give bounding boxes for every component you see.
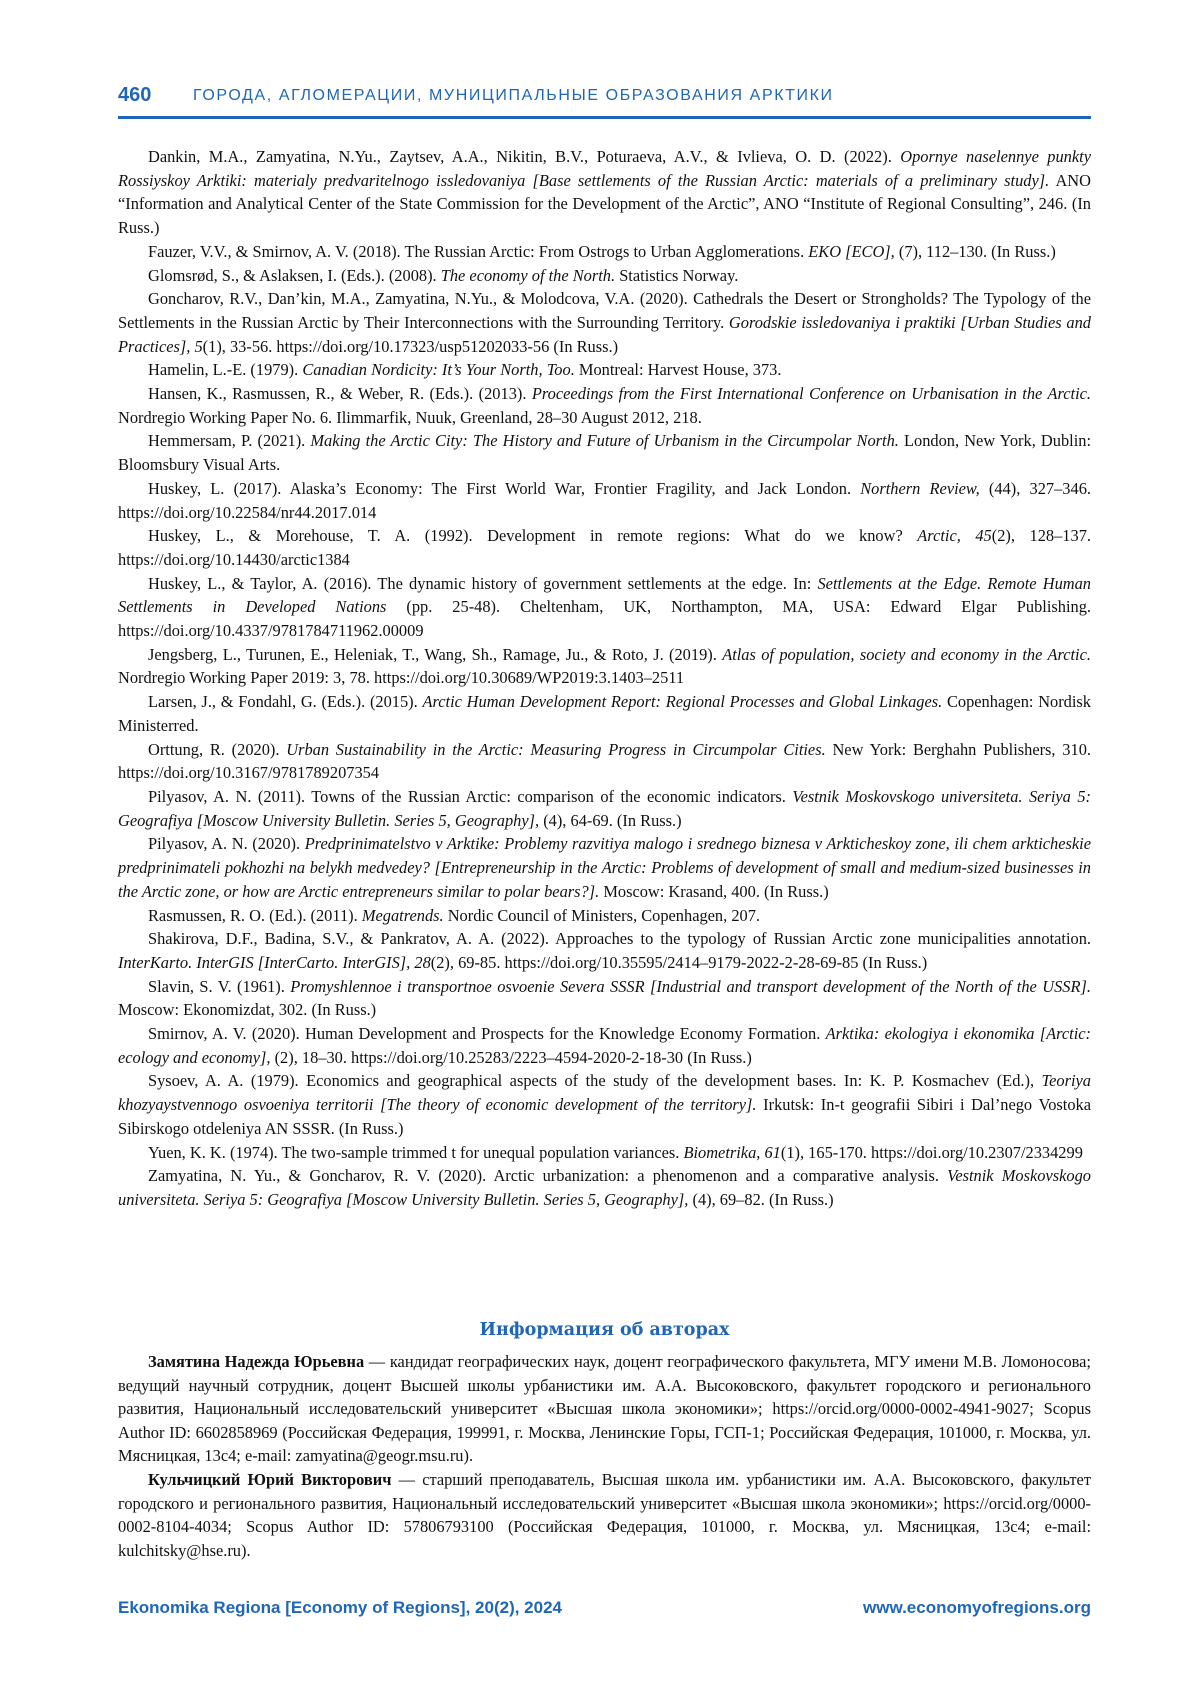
reference-text: Huskey, L. (2017). Alaska’s Economy: The First World War, Frontier Fragility, and Jack London. <box>148 478 861 498</box>
reference-source-title: Making the Arctic City: The History and Future of Urbanism in the Circumpolar North. <box>310 431 899 451</box>
reference-list <box>118 145 1091 1212</box>
reference-details: ANO “Information and Analytical Center of the State Commission for the Development of the Arctic”, ANO “Institute of Regional Consulting”, 246. (In Russ.) <box>118 170 1091 238</box>
reference-text: Orttung, R. (2020). <box>148 739 287 759</box>
reference-item <box>118 738 1091 785</box>
reference-text: Pilyasov, A. N. (2011). Towns of the Russian Arctic: comparison of the economic indicators. <box>148 786 793 806</box>
reference-item <box>118 975 1091 1022</box>
reference-source-title: Promyshlennoe i transportnoe osvoenie Severa SSSR [Industrial and transport development of the North of the USSR]. <box>290 976 1091 996</box>
reference-source-title: Arctic, 45 <box>917 526 992 546</box>
reference-item <box>118 690 1091 737</box>
page-number: 460 <box>118 84 152 106</box>
reference-text: Fauzer, V.V., & Smirnov, A. V. (2018). The Russian Arctic: From Ostrogs to Urban Agglomerations. <box>148 241 809 261</box>
reference-details: Nordregio Working Paper 2019: 3, 78. https://doi.org/10.30689/WP2019:3.1403–2511 <box>118 668 685 688</box>
reference-text: Hansen, K., Rasmussen, R., & Weber, R. (Eds.). (2013). <box>148 384 532 404</box>
authors-section-title: Информация об авторах <box>479 1320 730 1340</box>
reference-details: New York: Berghahn Publishers, 310. https://doi.org/10.3167/9781789207354 <box>118 739 1091 783</box>
authors-list <box>118 1350 1091 1562</box>
reference-details: Nordic Council of Ministers, Copenhagen, 207. <box>443 905 761 925</box>
reference-details: (4), 64-69. (In Russ.) <box>539 810 682 830</box>
journal-website-link[interactable]: www.economyofregions.org <box>863 1598 1091 1617</box>
reference-source-title: Arktika: ekologiya i ekonomika [Arctic: ecology and economy], <box>118 1024 1092 1067</box>
reference-item <box>118 1141 1091 1165</box>
author-name: Кульчицкий Юрий Викторович <box>148 1469 392 1489</box>
reference-item <box>118 287 1091 358</box>
reference-details: (44), 327–346. https://doi.org/10.22584/nr44.2017.014 <box>118 478 1091 522</box>
reference-item <box>118 904 1091 928</box>
reference-item <box>118 358 1091 382</box>
author-entry <box>118 1350 1091 1468</box>
reference-details: Moscow: Krasand, 400. (In Russ.) <box>599 881 829 901</box>
reference-item <box>118 572 1091 643</box>
reference-details: Nordregio Working Paper No. 6. Ilimmarfik, Nuuk, Greenland, 28–30 August 2012, 218. <box>118 407 702 427</box>
reference-text: Rasmussen, R. O. (Ed.). (2011). <box>148 905 362 925</box>
reference-item <box>118 927 1091 974</box>
reference-details: Moscow: Ekonomizdat, 302. (In Russ.) <box>118 1000 377 1020</box>
reference-text: Huskey, L., & Taylor, A. (2016). The dynamic history of government settlements at the edge. In: <box>148 573 818 593</box>
reference-item <box>118 643 1091 690</box>
reference-item <box>118 1164 1091 1211</box>
reference-source-title: Vestnik Moskovskogo universiteta. Seriya 5: Geografiya [Moscow University Bulletin. Series 5, Geography], <box>118 1166 1091 1209</box>
reference-item <box>118 832 1091 903</box>
reference-source-title: Teoriya khozyaystvennogo osvoeniya territorii [The theory of economic development of the territory]. <box>118 1071 1091 1115</box>
reference-source-title: Northern Review, <box>860 478 980 498</box>
reference-item <box>118 1069 1091 1140</box>
reference-text: Sysoev, A. A. (1979). Economics and geographical aspects of the study of the development bases. In: K. P. Kosmachev (Ed.), <box>148 1071 1042 1091</box>
reference-text: Hemmersam, P. (2021). <box>148 431 311 451</box>
reference-details: (4), 69–82. (In Russ.) <box>688 1189 834 1209</box>
author-name: Замятина Надежда Юрьевна <box>148 1352 365 1371</box>
reference-source-title: Opornye naselennye punkty Rossiyskoy Arktiki: materialy predvaritelnogo issledovaniya [Base settlements of the Russian Arctic: materials of a preliminary study]. <box>118 147 1091 190</box>
reference-source-title: Predprinimatelstvo v Arktike: Problemy razvitiya malogo i srednego biznesa v Arkticheskoy zone, ili chem arkticheskie predprinimateli pokhozhi na belykh medvedey? [Entrepreneurship in the Arctic: Problems of development of small and medium-sized businesses in the Arctic zone, or how are Arctic entrepreneurs similar to polar bears?]. <box>118 834 1091 901</box>
reference-details: Statistics Norway. <box>615 265 739 285</box>
reference-item <box>118 382 1091 429</box>
reference-details: Irkutsk: In-t geografii Sibiri i Dal’nego Vostoka Sibirskogo otdeleniya AN SSSR. (In Russ.) <box>118 1095 1091 1138</box>
reference-source-title: The economy of the North. <box>440 265 616 285</box>
reference-details: (2), 18–30. https://doi.org/10.25283/2223–4594-2020-2-18-30 (In Russ.) <box>270 1047 752 1067</box>
reference-item <box>118 145 1091 240</box>
reference-item <box>118 477 1091 524</box>
reference-item <box>118 1022 1091 1069</box>
reference-text: Jengsberg, L., Turunen, E., Heleniak, T., Wang, Sh., Ramage, Ju., & Roto, J. (2019). <box>148 644 723 664</box>
page-footer <box>118 1598 1091 1626</box>
header-rule <box>118 116 1091 119</box>
reference-source-title: Biometrika, 61 <box>683 1142 781 1162</box>
reference-source-title: Canadian Nordicity: It’s Your North, Too. <box>302 360 575 380</box>
reference-item <box>118 240 1091 264</box>
reference-item <box>118 524 1091 571</box>
reference-text: Shakirova, D.F., Badina, S.V., & Pankratov, A. A. (2022). Approaches to the typology of Russian Arctic zone municipalities annotation. <box>148 929 1091 949</box>
reference-source-title: Urban Sustainability in the Arctic: Measuring Progress in Circumpolar Cities. <box>286 739 826 759</box>
reference-source-title: Arctic Human Development Report: Regional Processes and Global Linkages. <box>422 692 943 712</box>
reference-text: Zamyatina, N. Yu., & Goncharov, R. V. (2020). Arctic urbanization: a phenomenon and a comparative analysis. <box>148 1166 948 1186</box>
page-header <box>118 84 1091 114</box>
author-entry <box>118 1468 1091 1562</box>
reference-text: Slavin, S. V. (1961). <box>148 976 291 996</box>
reference-details: (pp. 25-48). Cheltenham, UK, Northampton, MA, USA: Edward Elgar Publishing. https://doi.org/10.4337/9781784711962.00009 <box>118 597 1091 641</box>
reference-details: (2), 128–137. https://doi.org/10.14430/arctic1384 <box>118 526 1091 569</box>
running-title: ГОРОДА, АГЛОМЕРАЦИИ, МУНИЦИПАЛЬНЫЕ ОБРАЗОВАНИЯ АРКТИКИ <box>193 87 834 104</box>
reference-details: (2), 69-85. https://doi.org/10.35595/2414–9179-2022-2-28-69-85 (In Russ.) <box>430 952 928 972</box>
reference-source-title: InterKarto. InterGIS [InterCarto. InterGIS], 28 <box>118 952 431 972</box>
reference-item <box>118 264 1091 288</box>
reference-source-title: Gorodskie issledovaniya i praktiki [Urban Studies and Practices], 5 <box>118 312 1091 356</box>
reference-source-title: Vestnik Moskovskogo universiteta. Seriya 5: Geografiya [Moscow University Bulletin. Series 5, Geography], <box>118 786 1091 830</box>
reference-source-title: EKO [ECO], <box>808 241 895 261</box>
reference-source-title: Settlements at the Edge. Remote Human Settlements in Developed Nations <box>118 573 1091 617</box>
journal-citation: Ekonomika Regiona [Economy of Regions], 20(2), 2024 <box>118 1598 562 1617</box>
reference-source-title: Atlas of population, society and economy in the Arctic. <box>722 644 1091 664</box>
reference-details: (7), 112–130. (In Russ.) <box>894 241 1056 261</box>
author-bio: — старший преподаватель, Высшая школа им. урбанистики им. А.А. Высоковского, факультет городского и регионального развития, Национальный исследовательский университет «Высшая школа экономики»; https://orcid.org/0000-0002-8104-4034; Scopus Author ID: 57806793100 (Российская Федерация, 101000, г. Москва, ул. Мясницкая, 13с4; e-mail: kulchitsky@hse.ru). <box>118 1469 1091 1560</box>
reference-text: Smirnov, A. V. (2020). Human Development and Prospects for the Knowledge Economy Formation. <box>148 1024 826 1044</box>
reference-details: Copenhagen: Nordisk Ministerred. <box>118 692 1092 735</box>
reference-text: Huskey, L., & Morehouse, T. A. (1992). Development in remote regions: What do we know? <box>148 526 918 546</box>
reference-source-title: Proceedings from the First International Conference on Urbanisation in the Arctic. <box>531 384 1091 404</box>
reference-details: Montreal: Harvest House, 373. <box>574 360 782 380</box>
reference-details: (1), 165-170. https://doi.org/10.2307/2334299 <box>780 1142 1083 1162</box>
reference-details: London, New York, Dublin: Bloomsbury Visual Arts. <box>118 431 1092 475</box>
reference-text: Goncharov, R.V., Dan’kin, M.A., Zamyatina, N.Yu., & Molodcova, V.A. (2020). Cathedrals the Desert or Strongholds? The Typology of the Settlements in the Russian Arctic by Their Interconnections with the Surrounding Territory. <box>118 289 1091 332</box>
reference-source-title: Megatrends. <box>361 905 444 925</box>
reference-item <box>118 785 1091 832</box>
reference-text: Yuen, K. K. (1974). The two-sample trimmed t for unequal population variances. <box>148 1142 684 1162</box>
reference-item <box>118 429 1091 476</box>
reference-details: (1), 33-56. https://doi.org/10.17323/usp51202033-56 (In Russ.) <box>202 336 619 356</box>
author-bio: — кандидат географических наук, доцент географического факультета, МГУ имени М.В. Ломоносова; ведущий научный сотрудник, доцент Высшей школы урбанистики им. А.А. Высоковского, факультет городского и регионального развития, Национальный исследовательский университет «Высшая школа экономики»; https://orcid.org/0000-0002-4941-9027; Scopus Author ID: 6602858969 (Российская Федерация, 199991, г. Москва, Ленинские Горы, ГСП-1; Российская Федерация, 101000, г. Москва, ул. Мясницкая, 13с4; e-mail: zamyatina@geogr.msu.ru). <box>118 1352 1091 1466</box>
reference-text: Pilyasov, A. N. (2020). <box>148 834 305 854</box>
reference-text: Larsen, J., & Fondahl, G. (Eds.). (2015). <box>148 692 423 712</box>
reference-text: Hamelin, L.-E. (1979). <box>148 360 303 380</box>
reference-text: Dankin, M.A., Zamyatina, N.Yu., Zaytsev, A.A., Nikitin, B.V., Poturaeva, A.V., & Ivlieva, O. D. (2022). <box>148 147 901 166</box>
reference-text: Glomsrød, S., & Aslaksen, I. (Eds.). (2008). <box>148 265 441 285</box>
